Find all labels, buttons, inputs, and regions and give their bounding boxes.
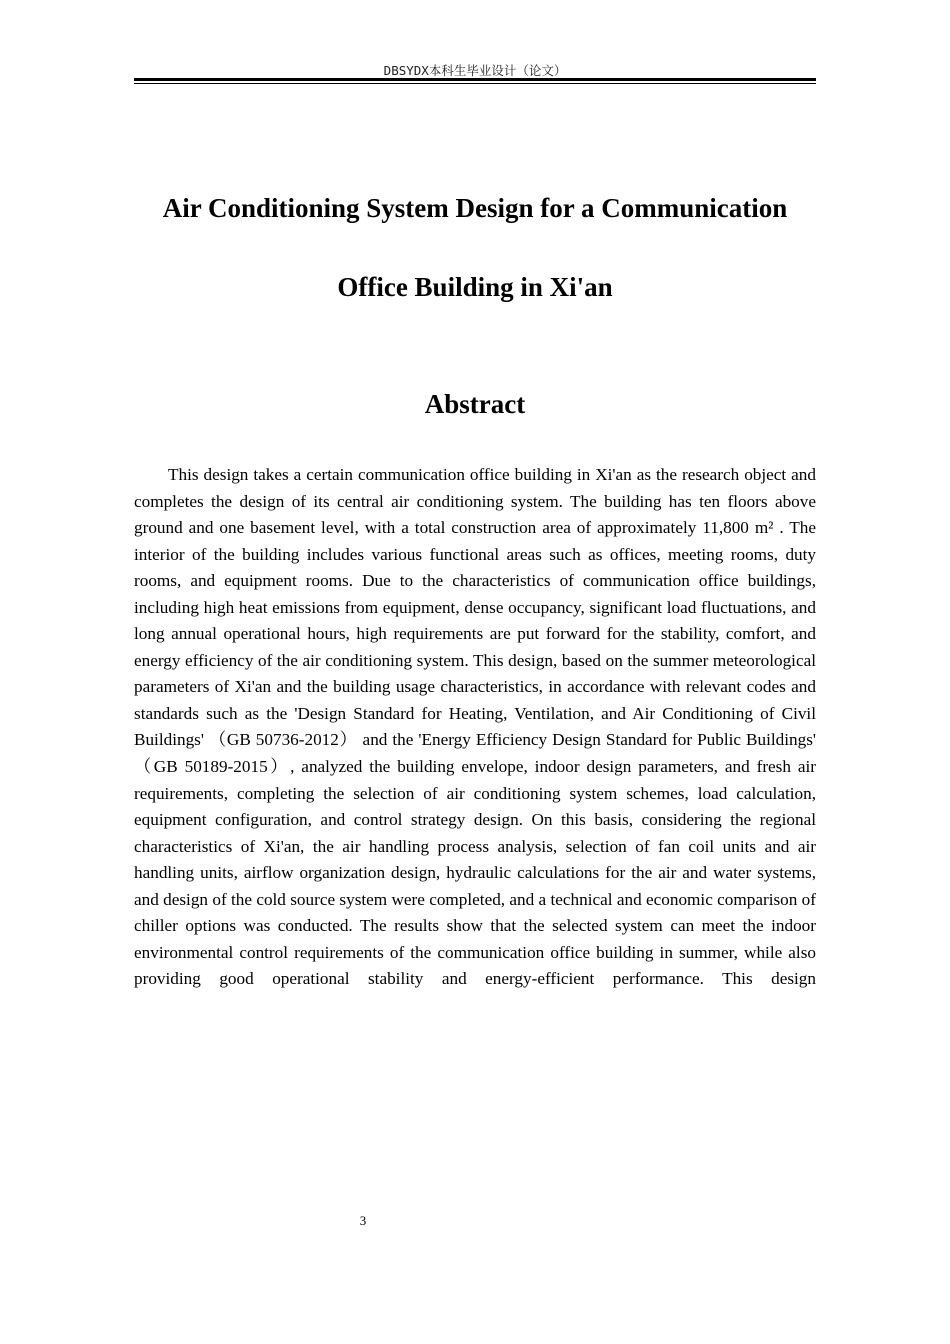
thesis-title-line-1: Air Conditioning System Design for a Communication <box>162 193 788 223</box>
abstract-heading: Abstract <box>424 389 526 419</box>
thesis-title-line-2: Office Building in Xi'an <box>337 272 613 302</box>
running-header: DBSYDX本科生毕业设计（论文） <box>383 63 567 78</box>
page-number: 3 <box>359 1213 367 1228</box>
header-rule-thin <box>134 83 816 84</box>
header-rule-thick <box>134 78 816 81</box>
abstract-body: This design takes a certain communication office building in Xi'an as the research object and completes the design of its central air conditioning system. The building has ten floors above ground and one basement level, with a total construction area of approximately 11,800 m² . The interior of the building includes various functional areas such as offices, meeting rooms, duty rooms, and equipment rooms. Due to the characteristics of communication office buildings, including high heat emissions from equipment, dense occupancy, significant load fluctuations, and long annual operational hours, high requirements are put forward for the stability, comfort, and energy efficiency of the air conditioning system. This design, based on the summer meteorological parameters of Xi'an and the building usage characteristics, in accordance with relevant codes and standards such as the 'Design Standard for Heating, Ventilation, and Air Conditioning of Civil Buildings' （GB 50736-2012） and the 'Energy Efficiency Design Standard for Public Buildings' （GB 50189-2015）, analyzed the building envelope, indoor design parameters, and fresh air requirements, completing the selection of air conditioning system schemes, load calculation, equipment configuration, and control strategy design. On this basis, considering the regional characteristics of Xi'an, the air handling process analysis, selection of fan coil units and air handling units, airflow organization design, hydraulic calculations for the air and water systems, and design of the cold source system were completed, and a technical and economic comparison of chiller options was conducted. The results show that the selected system can meet the indoor environmental control requirements of the communication office building in summer, while also providing good operational stability and energy-efficient performance. This design <box>134 465 816 989</box>
